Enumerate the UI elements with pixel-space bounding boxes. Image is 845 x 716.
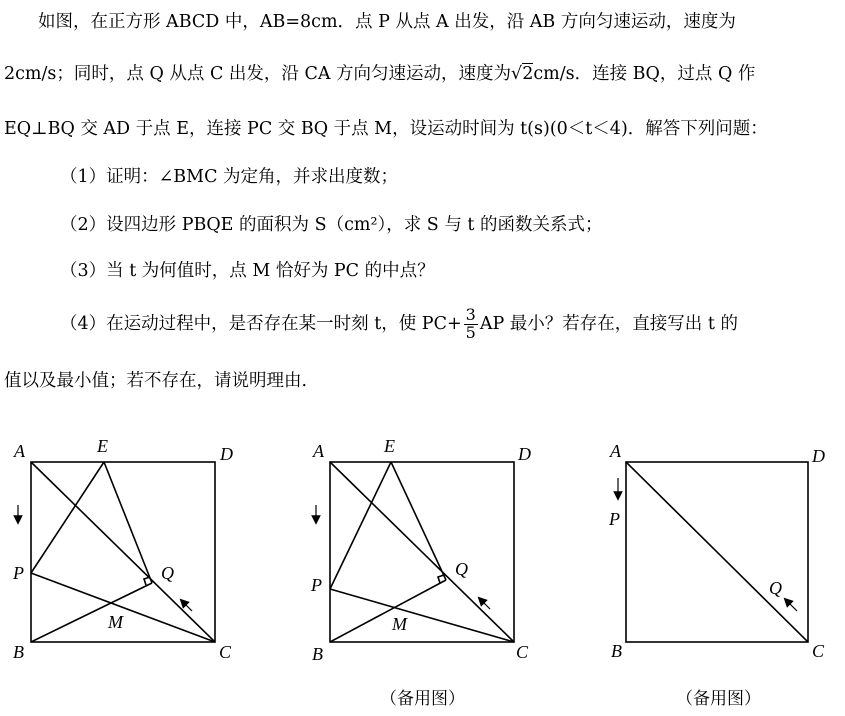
diagonal-ac [31,462,215,642]
label-a: A [14,441,25,461]
label-m: M [392,614,407,634]
question-3: （3）当 t 为何值时，点 M 恰好为 PC 的中点？ [60,261,435,281]
label-b: B [611,641,622,661]
label-q: Q [455,559,468,579]
label-p: P [13,563,24,583]
label-d: D [812,446,825,466]
label-e: E [384,436,395,456]
label-c: C [516,642,529,662]
label-e: E [97,436,108,456]
fraction-denominator: 5 [465,322,476,342]
label-d: D [220,444,233,464]
label-a: A [610,441,621,461]
label-a: A [313,441,324,461]
segment-eq [104,462,152,583]
question-4-text-a: （4）在运动过程中，是否存在某一时刻 t，使 PC+ [60,313,462,334]
label-q: Q [769,578,782,598]
label-c: C [219,642,232,662]
label-p: P [609,509,620,529]
arrow-up-left-icon [183,602,192,611]
segment-bq [330,580,446,642]
label-m: M [108,612,123,632]
figure-3-caption: （备用图） [676,689,761,709]
fraction-numerator: 3 [465,305,476,324]
segment-pe [31,462,104,573]
figure-3 [618,462,808,642]
sqrt-sign: √ [511,64,523,84]
figure-2-caption: （备用图） [380,689,465,709]
label-q: Q [161,563,174,583]
label-c: C [812,641,825,661]
question-2: （2）设四边形 PBQE 的面积为 S（cm²），求 S 与 t 的函数关系式； [60,215,603,235]
line-2-text-a: 2cm/s；同时，点 Q 从点 C 出发，沿 CA 方向匀速运动，速度为 [4,64,512,84]
question-1: （1）证明：∠BMC 为定角，并求出度数； [60,167,399,187]
question-4-text-b: AP 最小？若存在，直接写出 t 的 [479,313,738,334]
problem-statement-line-3: EQ⊥BQ 交 AD 于点 E，连接 PC 交 BQ 于点 M，设运动时间为 t(s)(0＜t＜4)．解答下列问题： [4,119,768,139]
label-d: D [518,444,531,464]
line-2-text-b: cm/s．连接 BQ，过点 Q 作 [533,64,756,84]
arrow-up-left-icon [481,600,490,609]
label-p: P [311,575,322,595]
segment-eq [391,462,446,580]
sqrt-radicand: 2 [522,64,534,84]
problem-statement-line-1: 如图，在正方形 ABCD 中，AB=8cm．点 P 从点 A 出发，沿 AB 方向匀速运动，速度为 [38,12,736,32]
figure-2 [316,462,514,642]
label-b: B [312,644,323,664]
label-b: B [13,642,24,662]
arrow-up-left-icon [787,601,797,611]
segment-pc [31,573,215,642]
segment-bq [31,583,152,642]
diagonal-ac [626,462,808,642]
segment-pe [330,462,391,589]
question-4-continued: 值以及最小值；若不存在，请说明理由. [4,371,308,391]
